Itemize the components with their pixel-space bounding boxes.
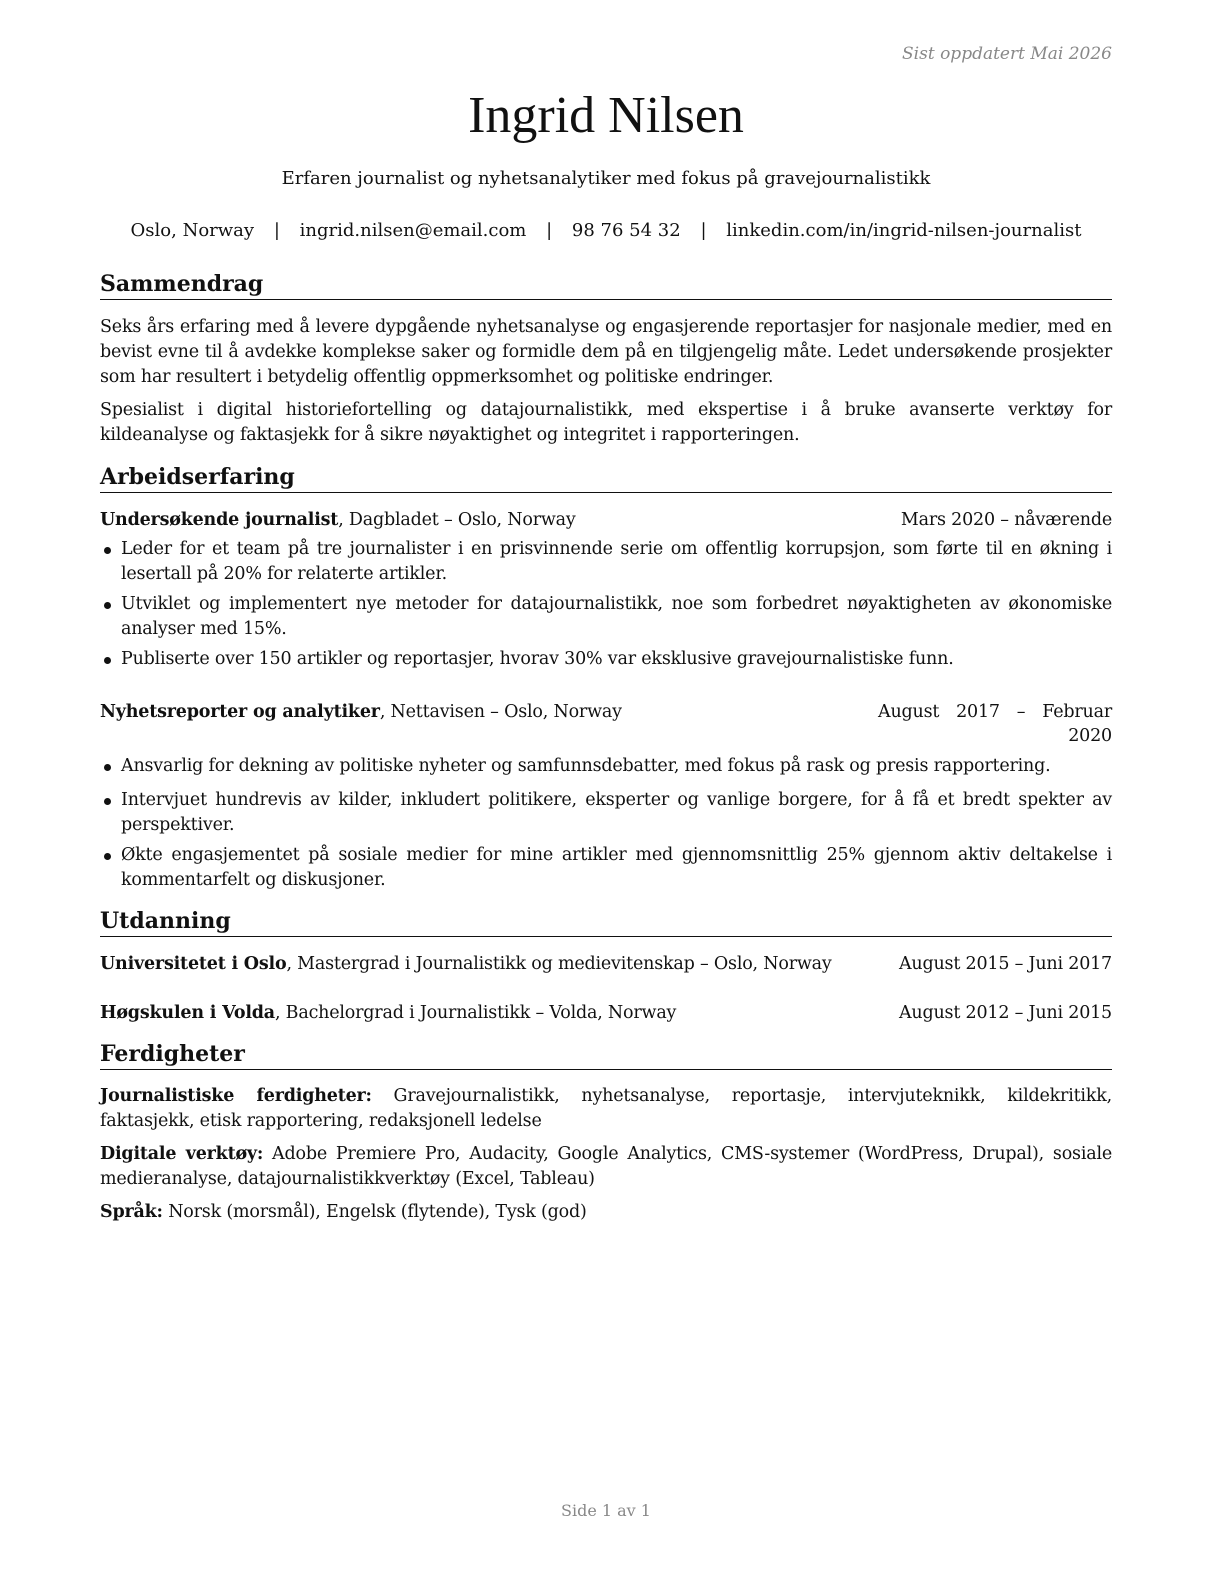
- contact-separator: |: [546, 220, 553, 241]
- contact-line: [100, 220, 1112, 241]
- education-entry: [100, 952, 1112, 976]
- section-title: Sammendrag: [100, 271, 1112, 300]
- school-name: Universitetet i Oslo: [100, 954, 287, 974]
- list-item: Ansvarlig for dekning av politiske nyheter og samfunnsdebatter, med fokus på rask og presis rapportering.: [100, 754, 1112, 779]
- resume-page: [100, 0, 1112, 1584]
- list-item: Publiserte over 150 artikler og reportasjer, hvorav 30% var eksklusive gravejournalistiske funn.: [100, 647, 1112, 672]
- education-entry: [100, 1001, 1112, 1025]
- skills-section: [100, 1041, 1112, 1225]
- contact-linkedin[interactable]: linkedin.com/in/ingrid-nilsen-journalist: [726, 220, 1082, 241]
- experience-section: [100, 464, 1112, 893]
- education-section: [100, 908, 1112, 1025]
- skill-label: Journalistiske ferdigheter:: [100, 1086, 372, 1106]
- skill-label: Digitale verktøy:: [100, 1144, 264, 1164]
- job-org: , Nettavisen – Oslo, Norway: [379, 702, 622, 722]
- last-updated: Sist oppdatert Mai 2026: [902, 44, 1112, 64]
- job-entry: [100, 508, 1112, 672]
- summary-paragraph: Seks års erfaring med å levere dypgående nyhetsanalyse og engasjerende reportasjer for nasjonale medier, med en bevist evne til å avdekke komplekse saker og formidle dem på en tilgjengelig måte. Ledet undersøkende prosjekter som har resultert i betydelig offentlig oppmerksomhet og politiske endringer.: [100, 317, 1112, 387]
- skill-line: [100, 1200, 1112, 1225]
- job-role: Undersøkende journalist: [100, 510, 339, 530]
- skill-text: Norsk (morsmål), Engelsk (flytende), Tysk (god): [162, 1202, 587, 1222]
- page-number: Side 1 av 1: [561, 1501, 651, 1520]
- list-item: Leder for et team på tre journalister i en prisvinnende serie om offentlig korrupsjon, som førte til en økning i lesertall på 20% for relaterte artikler.: [100, 537, 1112, 587]
- education-dates: August 2015 – Juni 2017: [898, 954, 1112, 974]
- skill-line: [100, 1084, 1112, 1134]
- contact-separator: |: [700, 220, 707, 241]
- job-bullets: [100, 537, 1112, 672]
- job-dates: August 2017 – Februar 2020: [878, 702, 1112, 746]
- education-dates: August 2012 – Juni 2015: [898, 1003, 1112, 1023]
- list-item: Utviklet og implementert nye metoder for datajournalistikk, noe som forbedret nøyaktigheten av økonomiske analyser med 15%.: [100, 592, 1112, 642]
- section-title: Ferdigheter: [100, 1041, 1112, 1070]
- job-entry: [100, 700, 1112, 893]
- contact-email[interactable]: ingrid.nilsen@email.com: [299, 220, 527, 241]
- summary-paragraph: Spesialist i digital historiefortelling og datajournalistikk, med ekspertise i å bruke avanserte verktøy for kildeanalyse og faktasjekk for å sikre nøyaktighet og integritet i rapporteringen.: [100, 400, 1112, 445]
- contact-location: Oslo, Norway: [130, 220, 255, 241]
- skill-label: Språk:: [100, 1202, 163, 1222]
- contact-separator: |: [273, 220, 280, 241]
- list-item: Økte engasjementet på sosiale medier for mine artikler med gjennomsnittlig 25% gjennom aktiv deltakelse i kommentarfelt og diskusjoner.: [100, 843, 1112, 893]
- job-role: Nyhetsreporter og analytiker: [100, 702, 380, 722]
- section-title: Arbeidserfaring: [100, 464, 1112, 493]
- section-title: Utdanning: [100, 908, 1112, 937]
- candidate-name: Ingrid Nilsen: [468, 87, 744, 144]
- degree-detail: , Bachelorgrad i Journalistikk – Volda, Norway: [274, 1003, 677, 1023]
- job-bullets: [100, 754, 1112, 893]
- job-header: [100, 700, 1112, 748]
- job-header: [100, 508, 1112, 532]
- summary-section: [100, 271, 1112, 448]
- skill-text: Adobe Premiere Pro, Audacity, Google Analytics, CMS-systemer (WordPress, Drupal), sosiale medieranalyse, datajournalistikkverktøy (Excel, Tableau): [100, 1144, 1112, 1189]
- job-dates: Mars 2020 – nåværende: [900, 510, 1112, 530]
- degree-detail: , Mastergrad i Journalistikk og medievitenskap – Oslo, Norway: [286, 954, 832, 974]
- job-org: , Dagbladet – Oslo, Norway: [338, 510, 576, 530]
- skill-line: [100, 1142, 1112, 1192]
- tagline: Erfaren journalist og nyhetsanalytiker med fokus på gravejournalistikk: [281, 168, 931, 189]
- skill-text: Gravejournalistikk, nyhetsanalyse, reportasje, intervjuteknikk, kildekritikk, faktasjekk, etisk rapportering, redaksjonell ledelse: [100, 1086, 1112, 1131]
- list-item: Intervjuet hundrevis av kilder, inkludert politikere, eksperter og vanlige borgere, for å få et bredt spekter av perspektiver.: [100, 788, 1112, 838]
- school-name: Høgskulen i Volda: [100, 1003, 275, 1023]
- contact-phone: 98 76 54 32: [571, 220, 681, 241]
